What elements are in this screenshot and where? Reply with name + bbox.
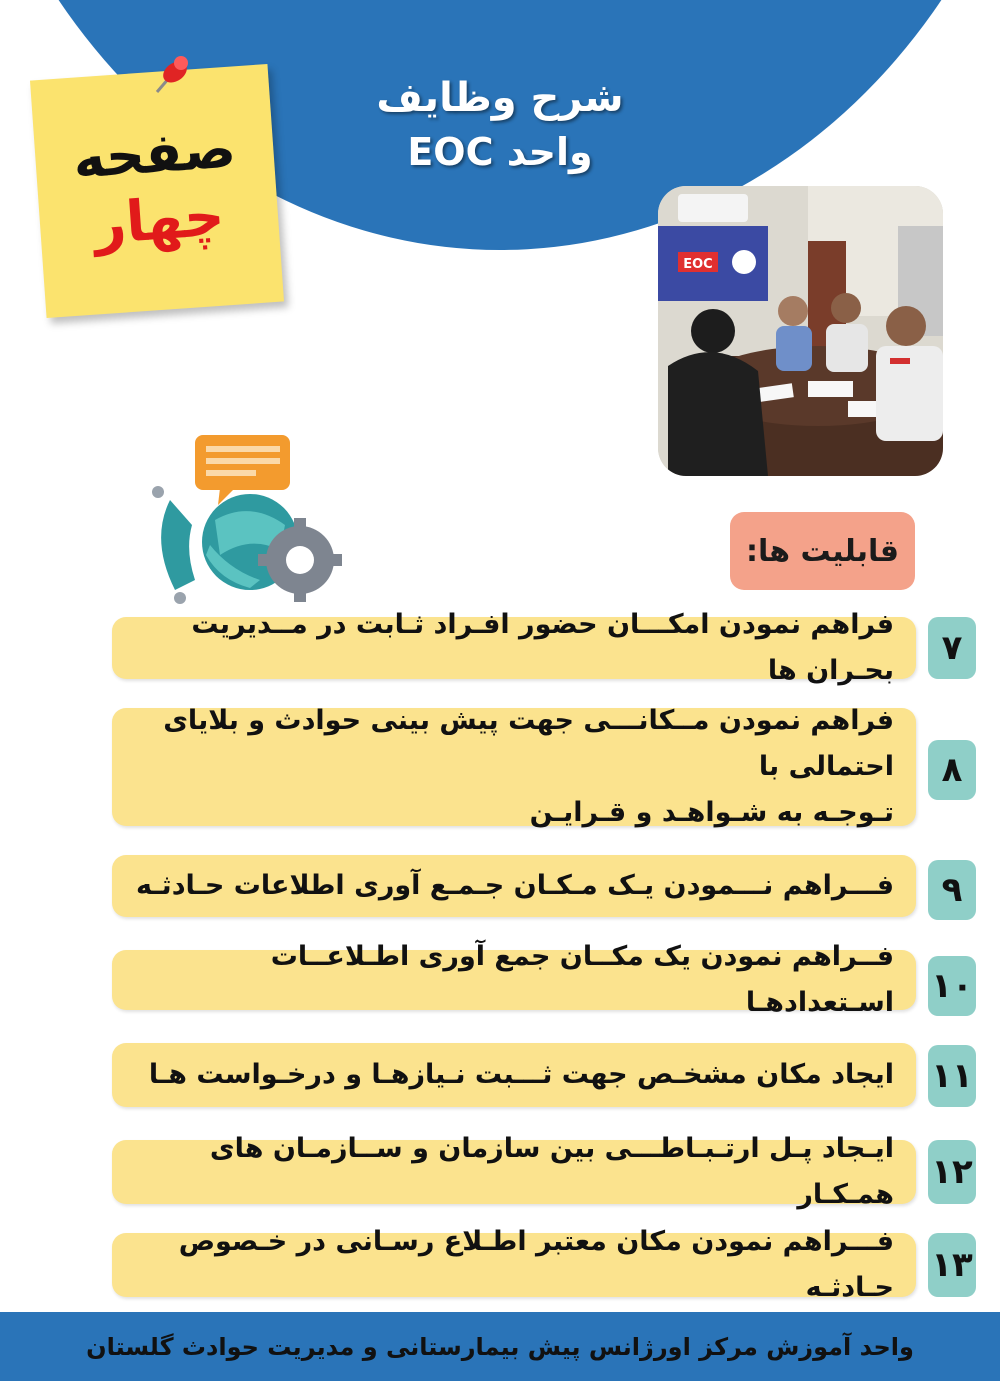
capability-text: فراهم نمودن امکـــان حضور افـراد ثـابت در مــدیریت بحـران ها	[191, 609, 894, 686]
sticky-note	[30, 64, 284, 318]
capability-text-box	[112, 855, 916, 917]
capability-number: ۱۱	[928, 1045, 976, 1107]
capability-number: ۱۳	[928, 1233, 976, 1297]
capability-text-box	[112, 941, 916, 1018]
capability-number: ۱۰	[928, 956, 976, 1016]
capability-text: فـــراهم نـــمودن یـک مـکـان جـمـع آوری اطلاعات حـادثـه	[135, 870, 894, 901]
capability-number: ۷	[928, 617, 976, 679]
communication-icon	[140, 430, 350, 615]
capability-text: تـوجـه به شـواهـد و قـرایـن	[529, 797, 894, 828]
sticky-line-2: چهار	[91, 183, 227, 258]
capability-number: ۸	[928, 740, 976, 800]
capability-text-box	[112, 1226, 916, 1303]
capability-text: ایجاد مکان مشخـص جهت ثـــبت نـیازهـا و درخـواست هـا	[148, 1059, 894, 1090]
capability-text: ایـجاد پـل ارتـبـاطـــی بین سازمان و ســازمـان های همـکـار	[209, 1133, 894, 1210]
meeting-photo	[658, 186, 943, 476]
photo-sign-text: EOC	[683, 257, 713, 272]
sticky-line-1: صفحه	[71, 116, 238, 191]
capability-text-box	[112, 1043, 916, 1107]
footer-bar	[0, 1312, 1000, 1381]
capability-text-box	[112, 1133, 916, 1210]
capabilities-label: قابلیت ها:	[730, 512, 915, 590]
capability-text-box	[112, 609, 916, 686]
title-line-2: واحد EOC	[407, 130, 593, 174]
capability-text: فراهم نمودن مــکانـــی جهت پیش بینی حوادث و بلایای احتمالی با	[163, 705, 894, 782]
capability-text: فــراهم نمودن یک مکــان جمع آوری اطـلاعــات اسـتعدادهـا	[270, 941, 894, 1018]
capability-number: ۱۲	[928, 1140, 976, 1204]
capability-text: فـــراهم نمودن مکان معتبر اطـلاع رسـانی در خـصوص حـادثـه	[178, 1226, 894, 1303]
capability-text-box	[112, 705, 916, 828]
pushpin-icon	[145, 52, 195, 102]
capability-number: ۹	[928, 860, 976, 920]
title-line-1: شرح وظایف	[376, 75, 624, 121]
page-title	[330, 70, 670, 178]
footer-text: واحد آموزش مرکز اورژانس پیش بیمارستانی و مدیریت حوادث گلستان	[86, 1332, 914, 1361]
